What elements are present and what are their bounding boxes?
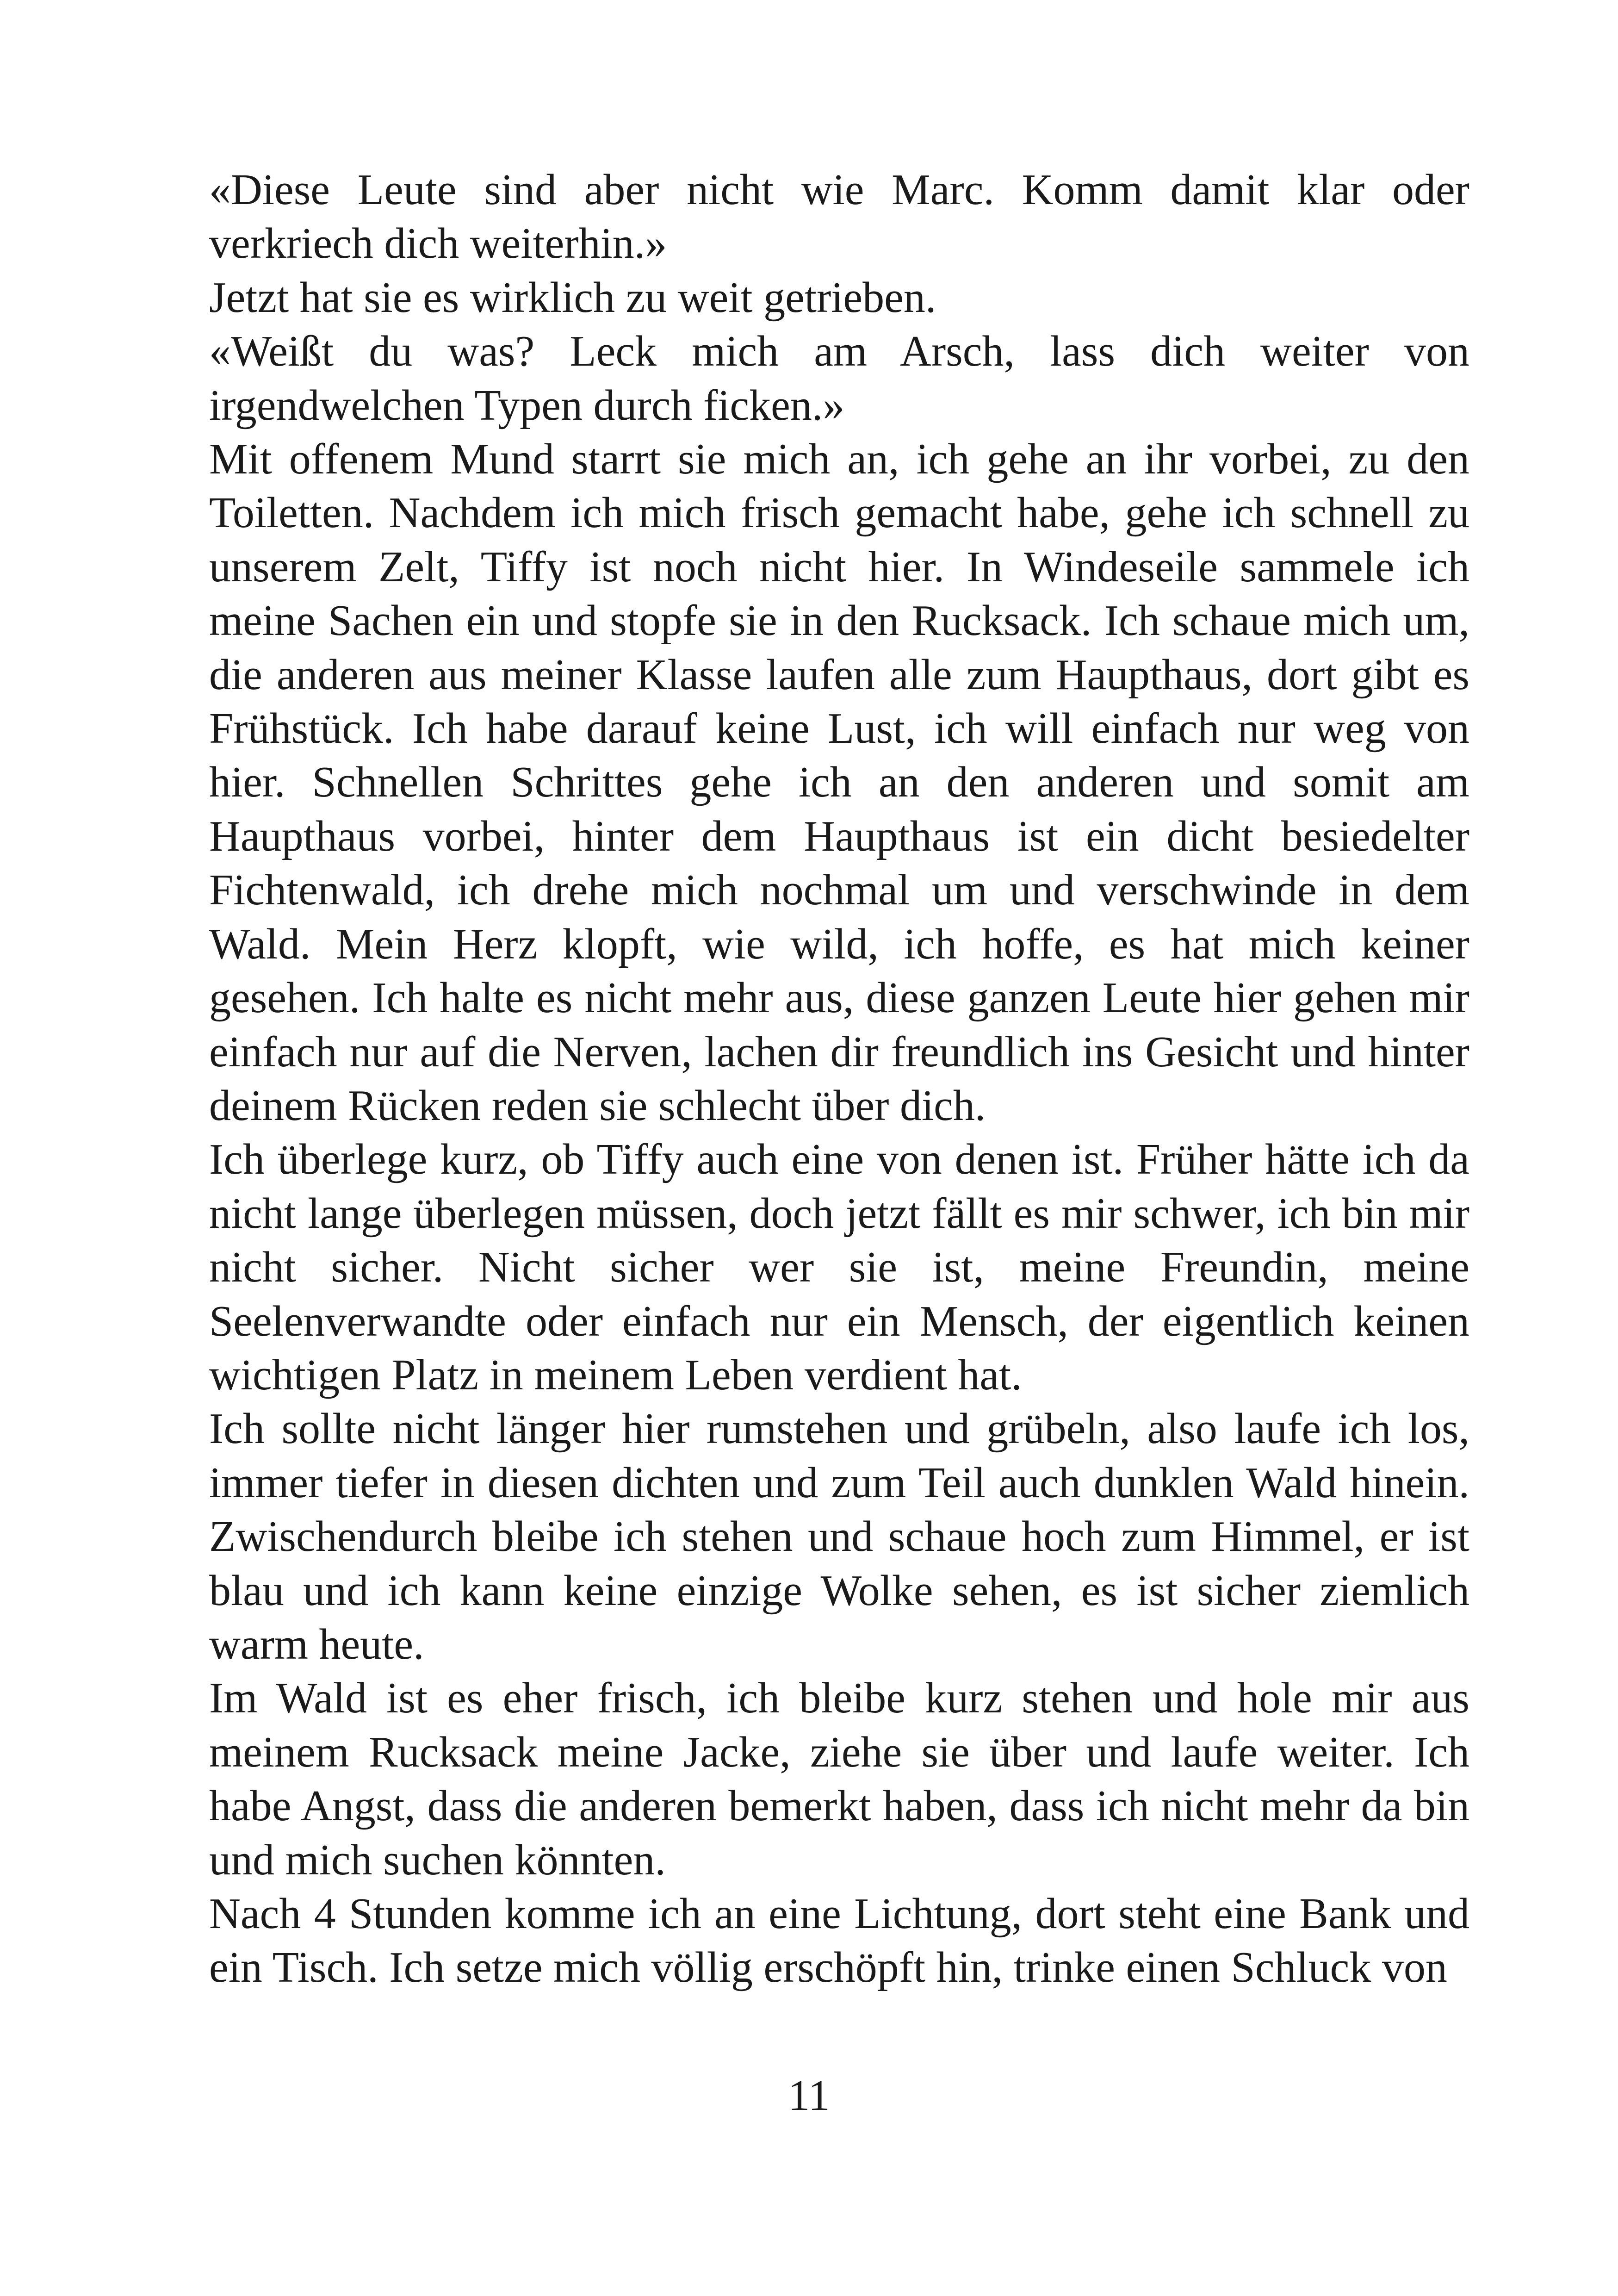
page-number: 11	[788, 2072, 830, 2120]
paragraph: Ich sollte nicht länger hier rumstehen und grübeln, also laufe ich los, immer tiefer in diesen dichten und zum Teil auch dunklen Wald hinein. Zwischendurch bleibe ich stehen und schaue hoch zum Himmel, er ist blau und ich kann keine einzige Wolke sehen, es ist sicher ziemlich warm heute.	[209, 1405, 1469, 1668]
paragraph: Ich überlege kurz, ob Tiffy auch eine von denen ist. Früher hätte ich da nicht lange überlegen müssen, doch jetzt fällt es mir schwer, ich bin mir nicht sicher. Nicht sicher wer sie ist, meine Freundin, meine Seelenverwandte oder einfach nur ein Mensch, der eigentlich keinen wichtigen Platz in meinem Leben verdient hat.	[209, 1135, 1469, 1399]
paragraph: Mit offenem Mund starrt sie mich an, ich gehe an ihr vorbei, zu den Toiletten. Nachdem ich mich frisch gemacht habe, gehe ich schnell zu unserem Zelt, Tiffy ist noch nicht hier. In Windeseile sammele ich meine Sachen ein und stopfe sie in den Rucksack. Ich schaue mich um, die anderen aus meiner Klasse laufen alle zum Haupthaus, dort gibt es Frühstück. Ich habe darauf keine Lust, ich will einfach nur weg von hier. Schnellen Schrittes gehe ich an den anderen und somit am Haupthaus vorbei, hinter dem Haupthaus ist ein dicht besiedelter Fichtenwald, ich drehe mich nochmal um und verschwinde in dem Wald. Mein Herz klopft, wie wild, ich hoffe, es hat mich keiner gesehen. Ich halte es nicht mehr aus, diese ganzen Leute hier gehen mir einfach nur auf die Nerven, lachen dir freundlich ins Gesicht und hinter deinem Rücken reden sie schlecht über dich.	[209, 435, 1469, 1130]
paragraph: Nach 4 Stunden komme ich an eine Lichtung, dort steht eine Bank und ein Tisch. Ich setze mich völlig erschöpft hin, trinke einen Schluck von	[209, 1890, 1469, 1992]
paragraph: Im Wald ist es eher frisch, ich bleibe kurz stehen und hole mir aus meinem Rucksack meine Jacke, ziehe sie über und laufe weiter. Ich habe Angst, dass die anderen bemerkt haben, dass ich nicht mehr da bin und mich suchen könnten.	[209, 1674, 1469, 1884]
paragraph: Jetzt hat sie es wirklich zu weit getrieben.	[209, 273, 936, 322]
paragraph: «Diese Leute sind aber nicht wie Marc. Komm damit klar oder verkriech dich weiterhin.»	[209, 166, 1469, 268]
paragraph: «Weißt du was? Leck mich am Arsch, lass dich weiter von irgendwelchen Typen durch ficken.»	[209, 327, 1469, 429]
body-text	[209, 163, 1469, 1995]
